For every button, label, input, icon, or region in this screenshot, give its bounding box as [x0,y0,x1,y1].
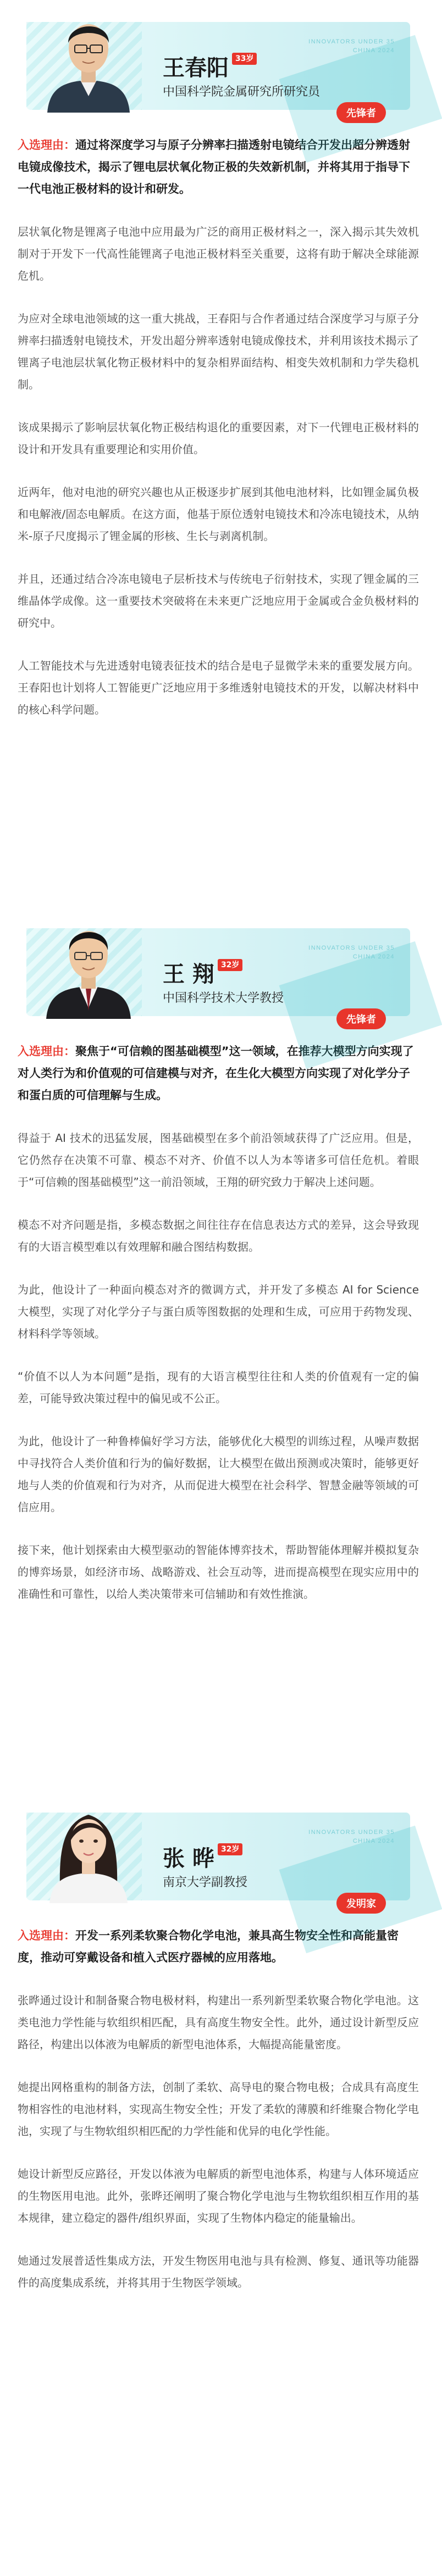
profile-header [13,0,423,119]
affiliation: 中国科学院金属研究所研究员 [163,85,321,99]
body-paragraph: 该成果揭示了影响层状氧化物正极结构退化的重要因素，对下一代锂电正极材料的设计和开发具有重要理论和实用价值。 [18,421,419,456]
person-name: 张 晔 [163,1846,214,1871]
person-name: 王春阳 [163,55,229,81]
person-name: 王 翔 [163,962,214,987]
body-paragraph: 接下来，他计划探索由大模型驱动的智能体博弈技术，帮助智能体理解并模拟复杂的博弈场景，如经济市场、战略游戏、社会互动等，进而提高模型在现实应用中的准确性和可靠性，以给人类决策带来可信辅助和有效性推演。 [18,1543,419,1601]
body-paragraph: 并且，还通过结合冷冻电镜电子层析技术与传统电子衍射技术，实现了锂金属的三维晶体学成像。这一重要技术突破将在未来更广泛地应用于金属或合金负极材料的研究中。 [18,572,419,629]
profile-section-3 [0,1791,437,2315]
brand-line-1: INNOVATORS UNDER 35 [308,38,395,45]
profile-section-2 [0,906,437,1626]
age-badge: 32岁 [218,1843,242,1855]
reason-label: 入选理由： [18,1929,75,1942]
profile-body [13,115,423,721]
body-paragraph: 为此，他设计了一种面向模态对齐的微调方式，并开发了多模态 AI for Science 大模型，实现了对化学分子与蛋白质等图数据的处理和生成，可应用于药物发现、材料科学等领域。 [18,1283,419,1340]
name-row [163,1843,242,1871]
age-badge: 32岁 [218,959,242,971]
role-badge: 先锋者 [336,1008,386,1029]
portrait-photo [42,906,135,1019]
brand-line-1: INNOVATORS UNDER 35 [308,1829,395,1836]
body-paragraph: 层状氧化物是锂离子电池中应用最为广泛的商用正极材料之一，深入揭示其失效机制对于开发下一代高性能锂离子电池正极材料至关重要，这将有助于解决全球能源危机。 [18,225,419,282]
body-paragraph: 她设计新型反应路径，开发以体液为电解质的新型电池体系，构建与人体环境适应的生物医用电池。此外，张晔还阐明了聚合物化学电池与生物软组织相互作用的基本规律，建立稳定的器件/组织界面，实现了生物体内稳定的能量输出。 [18,2167,419,2224]
body-paragraph: 她提出网格重构的制备方法，创制了柔软、高导电的聚合物电极；合成具有高度生物相容性的电池材料，实现高生物安全性；开发了柔软的薄膜和纤维聚合物化学电池，实现了与生物软组织相匹配的力学性能和优异的电化学性能。 [18,2081,419,2138]
age-badge: 33岁 [232,53,257,65]
affiliation: 中国科学技术大学教授 [163,991,284,1005]
body-paragraph: 为应对全球电池领域的这一重大挑战，王春阳与合作者通过结合深度学习与原子分辨率扫描透射电镜技术，开发出超分辨率透射电镜成像技术，并利用该技术揭示了锂离子电池层状氧化物正极材料中的复杂相界面结构、相变失效机制和力学失稳机制。 [18,312,419,391]
portrait-photo [42,1791,135,1903]
portrait-photo [42,0,135,113]
reason-text: 聚焦于“可信赖的图基础模型”这一领域，在推荐大模型方向实现了对人类行为和价值观的可信建模与对齐，在生化大模型方向实现了对化学分子和蛋白质的可信理解与生成。 [18,1045,414,1102]
reason-text: 开发一系列柔软聚合物化学电池，兼具高生物安全性和高能量密度，推动可穿戴设备和植入式医疗器械的应用落地。 [18,1929,399,1964]
brand-watermark [308,1828,395,1845]
body-paragraph: 她通过发展普适性集成方法，开发生物医用电池与具有检测、修复、通讯等功能器件的高度集成系统，并将其用于生物医学领域。 [18,2254,419,2289]
brand-line-2: CHINA 2024 [352,47,395,54]
body-paragraph: 模态不对齐问题是指，多模态数据之间往往存在信息表达方式的差异，这会导致现有的大语言模型难以有效理解和融合图结构数据。 [18,1218,419,1253]
brand-watermark [308,944,395,961]
profile-section-1 [0,0,437,741]
brand-line-2: CHINA 2024 [352,954,395,960]
reason-label: 入选理由： [18,1045,75,1058]
body-paragraph: 得益于 AI 技术的迅猛发展，图基础模型在多个前沿领域获得了广泛应用。但是，它仍然存在决策不可靠、模态不对齐、价值不以人为本等诸多可信任危机。着眼于“可信赖的图基础模型”这一前沿领域，王翔的研究致力于解决上述问题。 [18,1131,419,1189]
affiliation: 南京大学副教授 [163,1876,248,1889]
body-paragraph: 张晔通过设计和制备聚合物电极材料，构建出一系列新型柔软聚合物化学电池。这类电池力学性能与软组织相匹配，具有高度生物安全性。此外，通过设计新型反应路径，构建出以体液为电解质的新型电池体系，大幅提高能量密度。 [18,1994,419,2051]
brand-line-1: INNOVATORS UNDER 35 [308,945,395,951]
role-badge: 先锋者 [336,102,386,123]
role-badge: 发明家 [336,1893,386,1914]
profile-header [13,1791,423,1910]
name-row [163,53,257,80]
body-paragraph: 为此，他设计了一种鲁棒偏好学习方法，能够优化大模型的训练过程，从噪声数据中寻找符合人类价值和行为的偏好数据，让大模型在做出预测或决策时，能够更好地与人类的价值观和行为对齐，从而促进大模型在社会科学、智慧金融等领域的可信应用。 [18,1435,419,1514]
brand-line-2: CHINA 2024 [352,1838,395,1844]
profile-body [13,1022,423,1605]
body-paragraph: “价值不以人为本问题”是指，现有的大语言模型往往和人类的价值观有一定的偏差，可能导致决策过程中的偏见或不公正。 [18,1370,419,1405]
body-paragraph: 人工智能技术与先进透射电镜表征技术的结合是电子显微学未来的重要发展方向。王春阳也计划将人工智能更广泛地应用于多维透射电镜技术的开发，以解决材料中的核心科学问题。 [18,659,419,716]
reason-text: 通过将深度学习与原子分辨率扫描透射电镜结合开发出超分辨透射电镜成像技术，揭示了锂电层状氧化物正极的失效新机制，并将其用于指导下一代电池正极材料的设计和研发。 [18,138,410,196]
name-row [163,959,242,986]
reason-label: 入选理由： [18,138,75,152]
profile-header [13,906,423,1025]
profile-body [13,1906,423,2294]
body-paragraph: 近两年，他对电池的研究兴趣也从正极逐步扩展到其他电池材料，比如锂金属负极和电解液/固态电解质。在这方面，他基于原位透射电镜技术和冷冻电镜技术，从纳米-原子尺度揭示了锂金属的形核、生长与剥离机制。 [18,486,419,543]
brand-watermark [308,37,395,55]
